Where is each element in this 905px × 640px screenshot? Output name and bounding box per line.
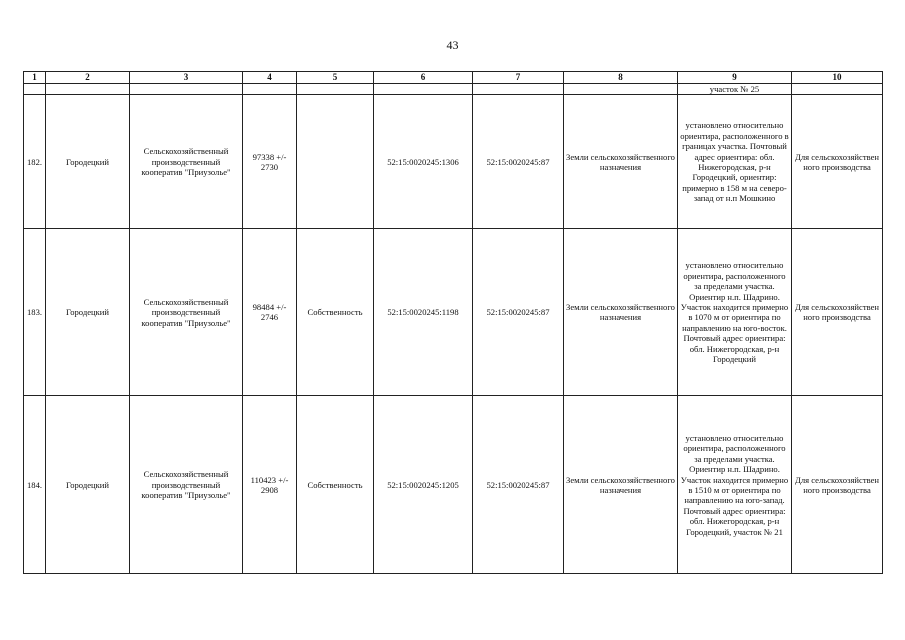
table-row <box>24 229 883 396</box>
cadastral-number-cell: 52:15:0020245:1306 <box>374 95 473 229</box>
page-number: 43 <box>446 38 459 52</box>
row-number-cell: 183. <box>24 229 46 396</box>
parent-cadastral-cell: 52:15:0020245:87 <box>473 229 564 396</box>
column-header: 1 <box>24 72 46 84</box>
column-header: 10 <box>792 72 883 84</box>
permitted-use-cell: Для сельскохозяйствен ного производства <box>792 229 883 396</box>
row-number-cell: 184. <box>24 396 46 574</box>
land-category-cell: Земли сельскохозяйственного назначения <box>564 396 678 574</box>
cadastral-number-cell: 52:15:0020245:1198 <box>374 229 473 396</box>
parent-cadastral-cell: 52:15:0020245:87 <box>473 396 564 574</box>
column-header: 2 <box>46 72 130 84</box>
continuation-row <box>24 84 883 95</box>
right-type-cell: Собственность <box>297 396 374 574</box>
column-header: 9 <box>678 72 792 84</box>
owner-cell: Сельскохозяйственный производственный кооператив "Приузолье" <box>130 396 243 574</box>
column-number-row <box>24 72 883 84</box>
column-header: 8 <box>564 72 678 84</box>
owner-cell: Сельскохозяйственный производственный кооператив "Приузолье" <box>130 229 243 396</box>
area-cell: 110423 +/- 2908 <box>243 396 297 574</box>
table-row <box>24 95 883 229</box>
land-category-cell: Земли сельскохозяйственного назначения <box>564 95 678 229</box>
land-registry-table <box>23 71 883 574</box>
column-header: 5 <box>297 72 374 84</box>
owner-cell: Сельскохозяйственный производственный кооператив "Приузолье" <box>130 95 243 229</box>
location-cell: установлено относительно ориентира, расположенного за пределами участка. Ориентир н.п. Шадрино. Участок находится примерно в 1510 м от ориентира по направлению на юго-запад. Почтовый адрес ориентира: обл. Нижегородская, р-н Городецкий, участок № 21 <box>678 396 792 574</box>
location-cell: участок № 25 <box>678 84 792 95</box>
permitted-use-cell: Для сельскохозяйствен ного производства <box>792 95 883 229</box>
column-header: 7 <box>473 72 564 84</box>
cadastral-number-cell: 52:15:0020245:1205 <box>374 396 473 574</box>
table-row <box>24 396 883 574</box>
column-header: 3 <box>130 72 243 84</box>
parent-cadastral-cell: 52:15:0020245:87 <box>473 95 564 229</box>
area-cell: 97338 +/- 2730 <box>243 95 297 229</box>
column-header: 4 <box>243 72 297 84</box>
location-cell: установлено относительно ориентира, расположенного за пределами участка. Ориентир н.п. Шадрино. Участок находится примерно в 1070 м от ориентира по направлению на юго-восток. Почтовый адрес ориентира: обл. Нижегородская, р-н Городецкий <box>678 229 792 396</box>
district-cell: Городецкий <box>46 396 130 574</box>
column-header: 6 <box>374 72 473 84</box>
permitted-use-cell: Для сельскохозяйствен ного производства <box>792 396 883 574</box>
district-cell: Городецкий <box>46 229 130 396</box>
land-category-cell: Земли сельскохозяйственного назначения <box>564 229 678 396</box>
area-cell: 98484 +/- 2746 <box>243 229 297 396</box>
location-cell: установлено относительно ориентира, расположенного в границах участка. Почтовый адрес ориентира: обл. Нижегородская, р-н Городецкий, ориентир: примерно в 158 м на северо-запад от н.п Мошкино <box>678 95 792 229</box>
row-number-cell: 182. <box>24 95 46 229</box>
district-cell: Городецкий <box>46 95 130 229</box>
right-type-cell <box>297 95 374 229</box>
right-type-cell: Собственность <box>297 229 374 396</box>
